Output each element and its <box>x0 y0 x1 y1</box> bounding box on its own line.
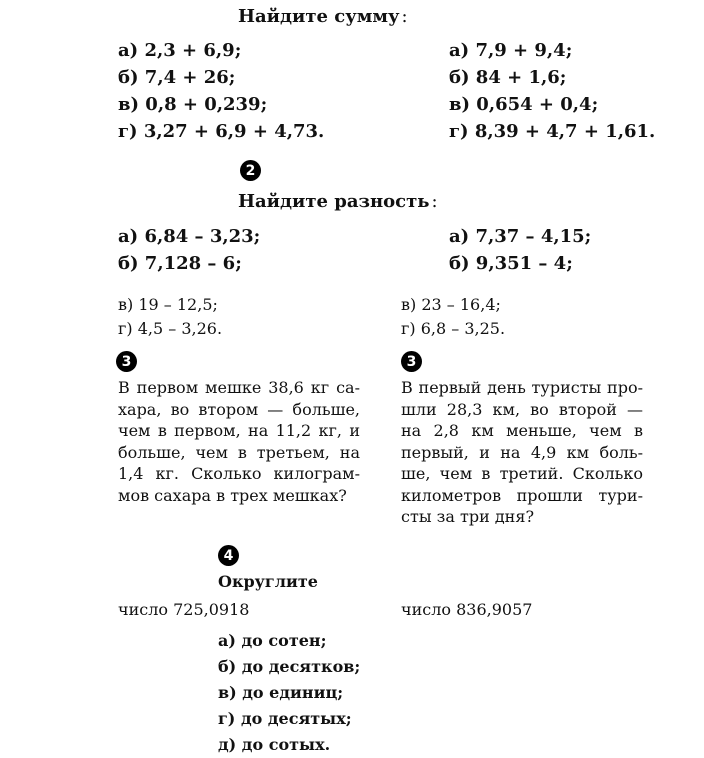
task2-left-regular-list <box>118 293 222 341</box>
task1-title-text: Найдите сумму <box>238 6 400 27</box>
problem-line: В первом мешке 38,6 кг са- <box>118 378 360 397</box>
task4-right-number: число 836,9057 <box>401 600 533 619</box>
task1-left-item: г) 3,27 + 6,9 + 4,73. <box>118 121 325 142</box>
problem-line: шли 28,3 км, во второй — <box>401 399 643 419</box>
rounding-item: а) до сотен; <box>218 631 327 650</box>
task3-right-number-badge: 3 <box>401 351 422 372</box>
task2-number-badge: 2 <box>240 160 261 181</box>
problem-line: ше, чем в третий. Сколько <box>401 464 643 483</box>
task1-title-colon: : <box>401 6 408 27</box>
rounding-item: в) до единиц; <box>218 683 344 702</box>
rounding-item: д) до сотых. <box>218 735 331 754</box>
task4-number-badge: 4 <box>218 545 239 566</box>
rounding-item: б) до десятков; <box>218 657 361 676</box>
task1-left-item: б) 7,4 + 26; <box>118 67 236 88</box>
problem-line: больше, чем в третьем, на <box>118 442 360 462</box>
task3-left-problem-text <box>118 377 360 506</box>
problem-line: мов сахара в трех мешках? <box>118 485 347 505</box>
task2-right-regular-list <box>401 293 505 341</box>
task2-left-item: г) 4,5 – 3,26. <box>118 319 223 338</box>
problem-line: километров прошли тури- <box>401 485 643 505</box>
task2-title-text: Найдите разность <box>238 191 430 212</box>
problem-line: хара, во втором — больше, <box>118 399 360 419</box>
task4-rounding-list <box>218 628 360 758</box>
task2-right-item: а) 7,37 – 4,15; <box>449 226 592 247</box>
problem-line: на 2,8 км меньше, чем в <box>401 421 643 440</box>
rounding-item: г) до десятых; <box>218 709 352 728</box>
task2-right-bold-list <box>449 223 591 277</box>
task2-right-item: в) 23 – 16,4; <box>401 295 501 314</box>
task1-right-list <box>449 37 655 145</box>
problem-line: В первый день туристы про- <box>401 378 643 397</box>
task1-title <box>238 6 408 27</box>
task2-title-colon: : <box>431 191 438 212</box>
task2-right-item: б) 9,351 – 4; <box>449 253 573 274</box>
task1-left-item: а) 2,3 + 6,9; <box>118 40 242 61</box>
task2-left-item: в) 19 – 12,5; <box>118 295 218 314</box>
task4-left-number: число 725,0918 <box>118 600 250 619</box>
problem-line: 1,4 кг. Сколько килограм- <box>118 464 360 483</box>
problem-line: чем в первом, на 11,2 кг, и <box>118 421 360 440</box>
task2-left-item: б) 7,128 – 6; <box>118 253 242 274</box>
task1-right-item: в) 0,654 + 0,4; <box>449 94 599 115</box>
task2-left-item: а) 6,84 – 3,23; <box>118 226 261 247</box>
task2-left-bold-list <box>118 223 260 277</box>
task4-title: Округлите <box>218 572 318 591</box>
problem-line: сты за три дня? <box>401 507 535 526</box>
task1-left-item: в) 0,8 + 0,239; <box>118 94 268 115</box>
problem-line: первый, и на 4,9 км боль- <box>401 442 643 462</box>
task2-right-item: г) 6,8 – 3,25. <box>401 319 506 338</box>
task1-right-item: а) 7,9 + 9,4; <box>449 40 573 61</box>
task2-title <box>238 191 438 212</box>
task3-left-number-badge: 3 <box>116 351 137 372</box>
task1-right-item: г) 8,39 + 4,7 + 1,61. <box>449 121 656 142</box>
task1-left-list <box>118 37 324 145</box>
task1-right-item: б) 84 + 1,6; <box>449 67 567 88</box>
task3-right-problem-text <box>401 377 643 528</box>
